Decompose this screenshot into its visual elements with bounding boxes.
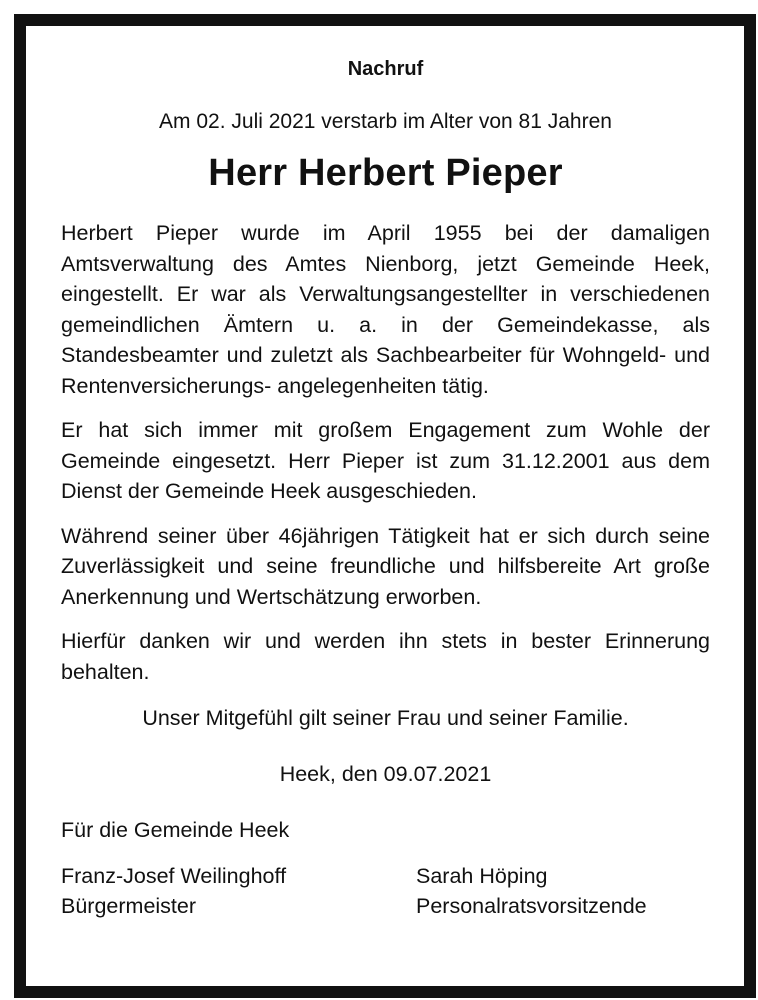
signatory-title: Personalratsvorsitzende bbox=[416, 894, 647, 918]
signatory-mayor bbox=[61, 861, 416, 921]
signatory-staff-council bbox=[416, 861, 647, 921]
notice-content bbox=[26, 56, 744, 921]
signature-block bbox=[61, 861, 710, 921]
signatory-name: Franz-Josef Weilinghoff bbox=[61, 864, 287, 888]
notice-heading: Nachruf bbox=[347, 58, 424, 80]
signatory-name: Sarah Höping bbox=[416, 864, 548, 888]
paragraph-thanks: Hierfür danken wir und werden ihn stets in bester Erinnerung behalten. bbox=[61, 629, 710, 684]
paragraph-career: Herbert Pieper wurde im April 1955 bei der damaligen Amtsverwaltung des Amtes Nienborg, jetzt Gemeinde Heek, eingestellt. Er war als Verwaltungsangestellter in verschiedenen gemeindlichen Ämtern u. a. in der Gemeindekasse, als Standesbeamter und zuletzt als Sachbearbeiter für Wohngeld- und Rentenversicherungs- angelegenheiten tätig. bbox=[61, 221, 710, 398]
obituary-notice bbox=[14, 14, 756, 998]
place-and-date: Heek, den 09.07.2021 bbox=[279, 762, 492, 786]
signatory-title: Bürgermeister bbox=[61, 894, 197, 918]
paragraph-engagement: Er hat sich immer mit großem Engagement zum Wohle der Gemeinde eingesetzt. Herr Pieper ist zum 31.12.2001 aus dem Dienst der Gemeinde Heek ausgeschieden. bbox=[61, 418, 710, 503]
condolence-line: Unser Mitgefühl gilt seiner Frau und seiner Familie. bbox=[142, 706, 629, 730]
deceased-name: Herr Herbert Pieper bbox=[208, 152, 563, 194]
organization-line: Für die Gemeinde Heek bbox=[61, 818, 290, 842]
paragraph-recognition: Während seiner über 46jährigen Tätigkeit hat er sich durch seine Zuverlässigkeit und seine freundliche und hilfsbereite Art große Anerkennung und Wertschätzung erworben. bbox=[61, 523, 710, 609]
death-announcement: Am 02. Juli 2021 verstarb im Alter von 81 Jahren bbox=[159, 110, 612, 133]
